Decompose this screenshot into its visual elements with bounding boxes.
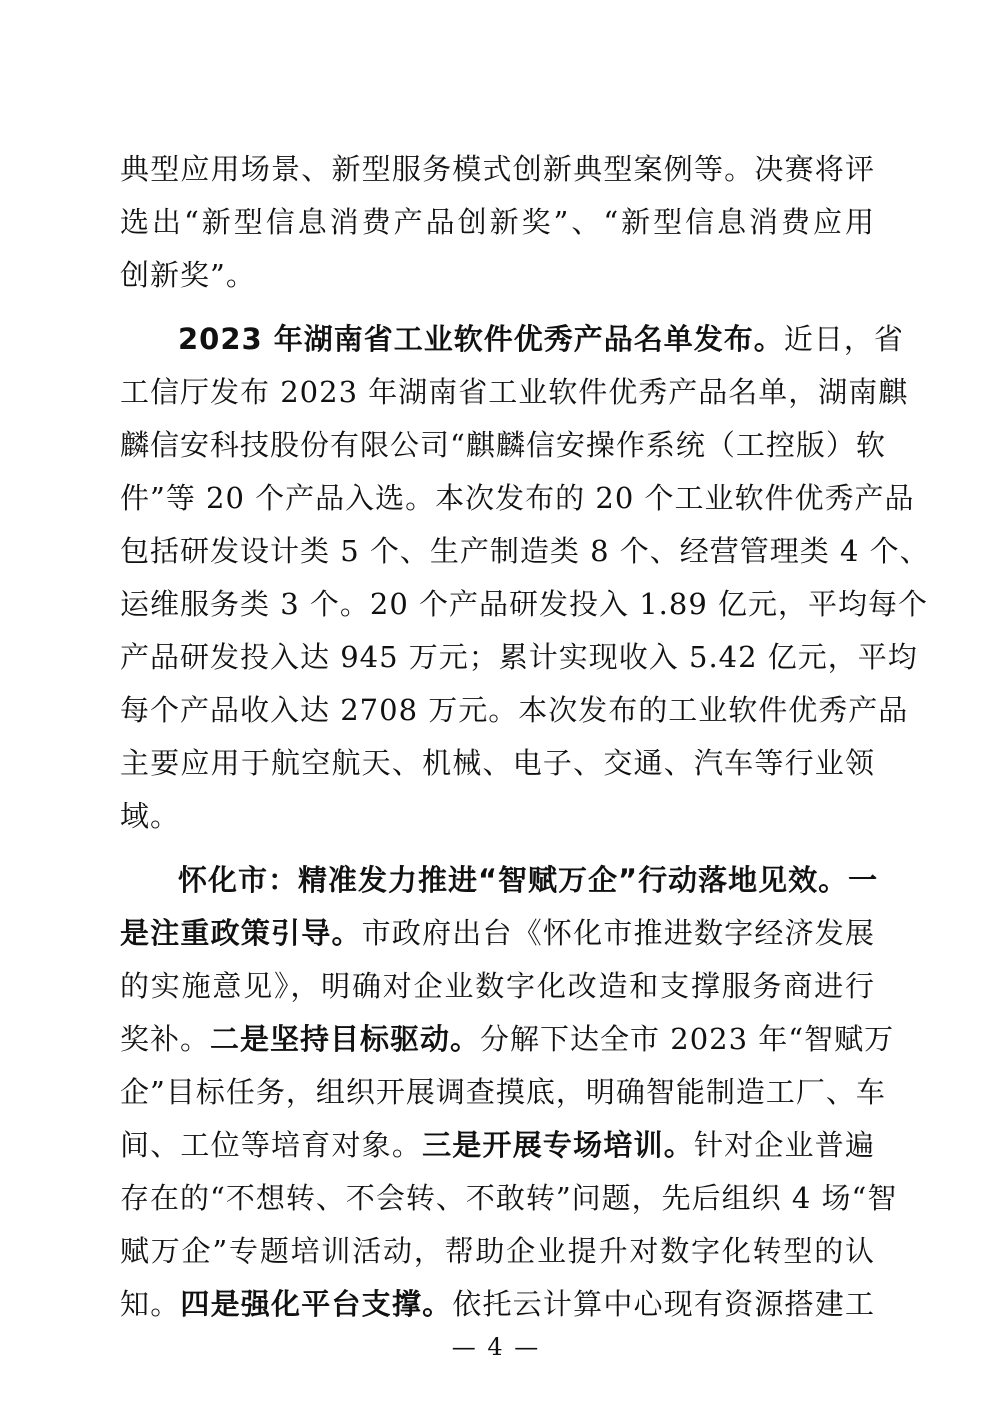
text-run: 每个产品收入达 2708 万元。本次发布的工业软件优秀产品	[120, 693, 909, 727]
text-run: 近日，省	[783, 322, 904, 356]
text-line	[120, 196, 875, 249]
text-run: 工信厅发布 2023 年湖南省工业软件优秀产品名单，湖南麒	[120, 375, 909, 409]
text-run: 知。	[120, 1287, 181, 1321]
text-line	[120, 790, 875, 843]
text-line	[120, 907, 875, 960]
text-run: 存在的“不想转、不会转、不敢转”问题，先后组织 4 场“智	[120, 1181, 898, 1215]
text-line	[120, 854, 879, 907]
text-line	[120, 419, 886, 472]
paragraph-gap	[120, 302, 875, 313]
subpoint-heading: 是注重政策引导。	[120, 916, 362, 950]
text-run: 创新奖”。	[120, 258, 256, 292]
text-run: 奖补。	[120, 1022, 211, 1056]
subpoint-heading: 二是坚持目标驱动。	[210, 1022, 481, 1056]
paragraph-hunan-industrial-software	[120, 313, 930, 843]
paragraph-competition-continuation	[120, 143, 875, 302]
text-run: 件”等 20 个产品入选。本次发布的 20 个工业软件优秀产品	[120, 481, 915, 515]
paragraph-heading: 2023 年湖南省工业软件优秀产品名单发布。	[178, 322, 784, 356]
text-run: 域。	[120, 799, 181, 833]
text-line	[120, 631, 918, 684]
text-run: 分解下达全市 2023 年“智赋万	[480, 1022, 895, 1056]
text-line	[120, 313, 904, 366]
text-line	[120, 366, 909, 419]
text-line	[120, 960, 875, 1013]
text-line	[120, 1013, 895, 1066]
text-run: 产品研发投入达 945 万元；累计实现收入 5.42 亿元，平均	[120, 640, 918, 674]
text-line	[120, 143, 875, 196]
text-run: 选出“新型信息消费产品创新奖”、“新型信息消费应用	[120, 205, 875, 239]
text-run: 典型应用场景、新型服务模式创新典型案例等。决赛将评	[120, 152, 875, 186]
text-line	[120, 578, 929, 631]
text-run: 运维服务类 3 个。20 个产品研发投入 1.89 亿元，平均每个	[120, 587, 929, 621]
text-line	[120, 525, 930, 578]
paragraph-gap	[120, 843, 875, 854]
paragraph-heading: 怀化市：精准发力推进“智赋万企”行动落地见效。一	[178, 863, 879, 897]
subpoint-heading: 三是开展专场培训。	[422, 1128, 694, 1162]
text-run: 的实施意见》，明确对企业数字化改造和支撑服务商进行	[120, 969, 875, 1003]
text-line	[120, 684, 909, 737]
text-run: 企”目标任务，组织开展调查摸底，明确智能制造工厂、车	[120, 1075, 886, 1109]
text-line	[120, 1119, 875, 1172]
page-number: — 4 —	[451, 1333, 541, 1361]
text-run: 间、工位等培育对象。	[120, 1128, 423, 1162]
text-line	[120, 1278, 875, 1331]
text-run: 包括研发设计类 5 个、生产制造类 8 个、经营管理类 4 个、	[120, 534, 930, 568]
text-line	[120, 472, 915, 525]
text-line	[120, 737, 875, 790]
paragraph-huaihua-digital-action	[120, 854, 898, 1331]
text-run: 麟信安科技股份有限公司“麒麟信安操作系统（工控版）软	[120, 428, 886, 462]
text-line	[120, 1172, 898, 1225]
text-run: 针对企业普遍	[693, 1128, 875, 1162]
text-line	[120, 249, 875, 302]
text-run: 赋万企”专题培训活动，帮助企业提升对数字化转型的认	[120, 1234, 875, 1268]
text-run: 市政府出台《怀化市推进数字经济发展	[361, 916, 875, 950]
text-line	[120, 1066, 886, 1119]
text-line	[120, 1225, 875, 1278]
page-body	[120, 143, 930, 1331]
text-run: 主要应用于航空航天、机械、电子、交通、汽车等行业领	[120, 746, 875, 780]
subpoint-heading: 四是强化平台支撑。	[180, 1287, 453, 1321]
text-run: 依托云计算中心现有资源搭建工	[452, 1287, 875, 1321]
